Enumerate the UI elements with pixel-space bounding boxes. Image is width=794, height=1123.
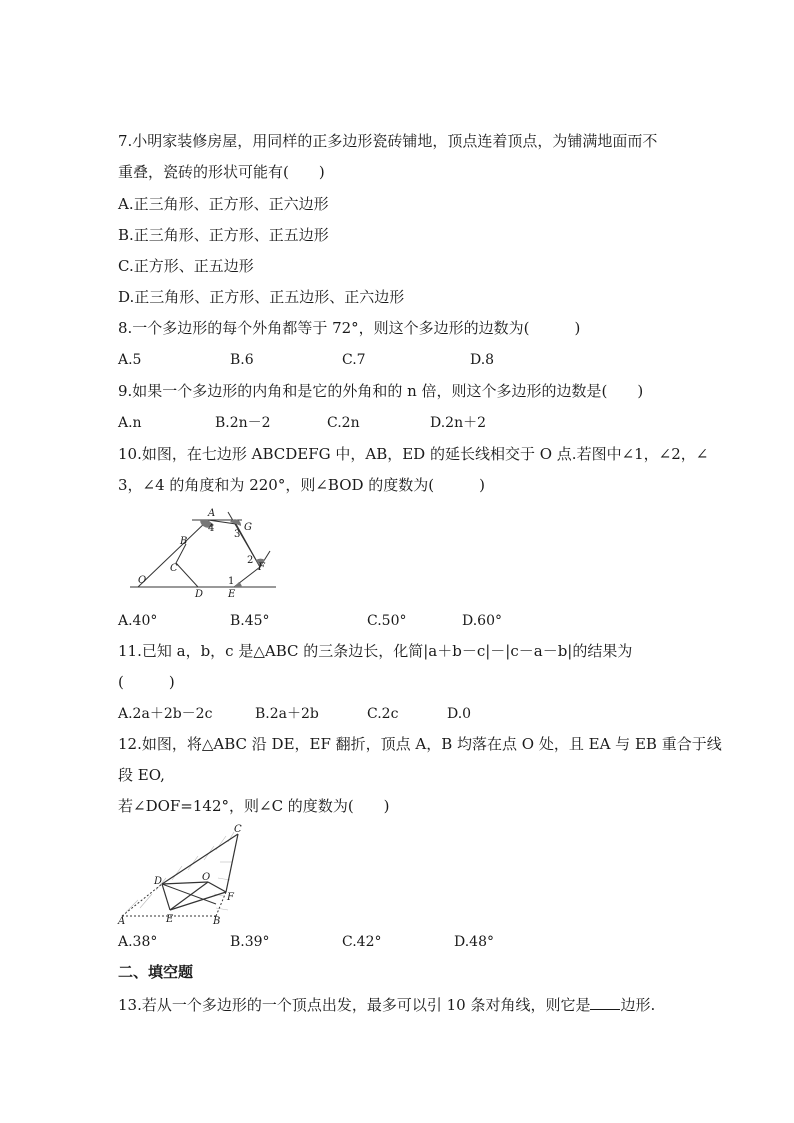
q7-option-b: B.正三角形、正方形、正五边形	[118, 226, 329, 244]
q8-option-c: C.7	[342, 352, 366, 368]
q12-label-e: E	[166, 914, 174, 925]
q12-label-o: O	[202, 872, 211, 883]
q13-stem	[118, 995, 655, 1015]
q10-label-f: F	[258, 562, 265, 573]
q12-stem-line2: 段 EO,	[118, 766, 165, 784]
q10-label-a: A	[208, 508, 216, 519]
q12-label-b: B	[213, 916, 221, 926]
q12-stem-line3: 若∠DOF=142°，则∠C 的度数为( )	[118, 797, 390, 815]
q10-option-d: D.60°	[462, 613, 502, 629]
q8-stem: 8.一个多边形的每个外角都等于 72°，则这个多边形的边数为( )	[118, 319, 581, 337]
q8-option-b: B.6	[230, 352, 254, 368]
q11-option-b: B.2a＋2b	[255, 706, 319, 722]
q7-option-a: A.正三角形、正方形、正六边形	[118, 195, 329, 213]
q10-option-a: A.40°	[118, 613, 158, 629]
q13-text-before: 13.若从一个多边形的一个顶点出发，最多可以引 10 条对角线，则它是	[118, 996, 591, 1014]
q12-option-b: B.39°	[230, 934, 270, 950]
q12-option-d: D.48°	[454, 934, 494, 950]
triangle-fold-figure	[116, 822, 248, 926]
q10-label-2: 2	[247, 555, 254, 566]
q13-text-after: 边形.	[620, 996, 656, 1014]
q12-option-a: A.38°	[118, 934, 158, 950]
q12-label-d: D	[154, 876, 163, 887]
q12-label-f: F	[227, 892, 234, 903]
q10-label-b: B	[180, 536, 188, 547]
q9-option-b: B.2n－2	[215, 415, 271, 431]
q7-option-c: C.正方形、正五边形	[118, 257, 254, 275]
q12-label-c: C	[234, 824, 242, 835]
q10-option-b: B.45°	[230, 613, 270, 629]
heptagon-figure	[120, 504, 280, 600]
q9-option-a: A.n	[118, 415, 142, 431]
q13-answer-blank[interactable]	[590, 995, 620, 1010]
q9-option-c: C.2n	[327, 415, 360, 431]
q9-stem: 9.如果一个多边形的内角和是它的外角和的 n 倍，则这个多边形的边数是( )	[118, 382, 644, 400]
section-title-fill-in: 二、填空题	[118, 963, 194, 981]
q10-label-4: 4	[208, 523, 215, 534]
q10-label-e: E	[228, 589, 236, 600]
q11-stem-line2: ( )	[118, 673, 175, 691]
q7-stem-line1: 7.小明家装修房屋，用同样的正多边形瓷砖铺地，顶点连着顶点，为铺满地面而不	[118, 132, 658, 150]
q12-option-c: C.42°	[342, 934, 382, 950]
q8-option-a: A.5	[118, 352, 142, 368]
q10-option-c: C.50°	[367, 613, 407, 629]
q7-option-d: D.正三角形、正方形、正五边形、正六边形	[118, 288, 405, 306]
q12-stem-line1: 12.如图，将△ABC 沿 DE，EF 翻折，顶点 A，B 均落在点 O 处，且 EA 与 EB 重合于线	[118, 735, 722, 753]
q11-stem-line1: 11.已知 a，b，c 是△ABC 的三条边长，化简|a＋b－c|－|c－a－b|的结果为	[118, 642, 633, 660]
q10-label-g: G	[244, 522, 252, 533]
q10-stem-line1: 10.如图，在七边形 ABCDEFG 中，AB，ED 的延长线相交于 O 点.若图中∠1，∠2，∠	[118, 445, 709, 463]
q10-label-o: O	[138, 575, 147, 586]
q7-stem-line2: 重叠，瓷砖的形状可能有( )	[118, 163, 325, 181]
q10-stem-line2: 3，∠4 的角度和为 220°，则∠BOD 的度数为( )	[118, 476, 485, 494]
q12-label-a: A	[118, 916, 126, 926]
q10-label-3: 3	[234, 529, 241, 540]
q9-option-d: D.2n＋2	[430, 415, 487, 431]
q11-option-a: A.2a＋2b－2c	[118, 706, 213, 722]
q11-option-d: D.0	[447, 706, 472, 722]
q10-label-1: 1	[228, 576, 235, 587]
q11-option-c: C.2c	[367, 706, 399, 722]
q10-label-d: D	[195, 589, 204, 600]
q10-label-c: C	[170, 563, 178, 574]
q8-option-d: D.8	[470, 352, 495, 368]
